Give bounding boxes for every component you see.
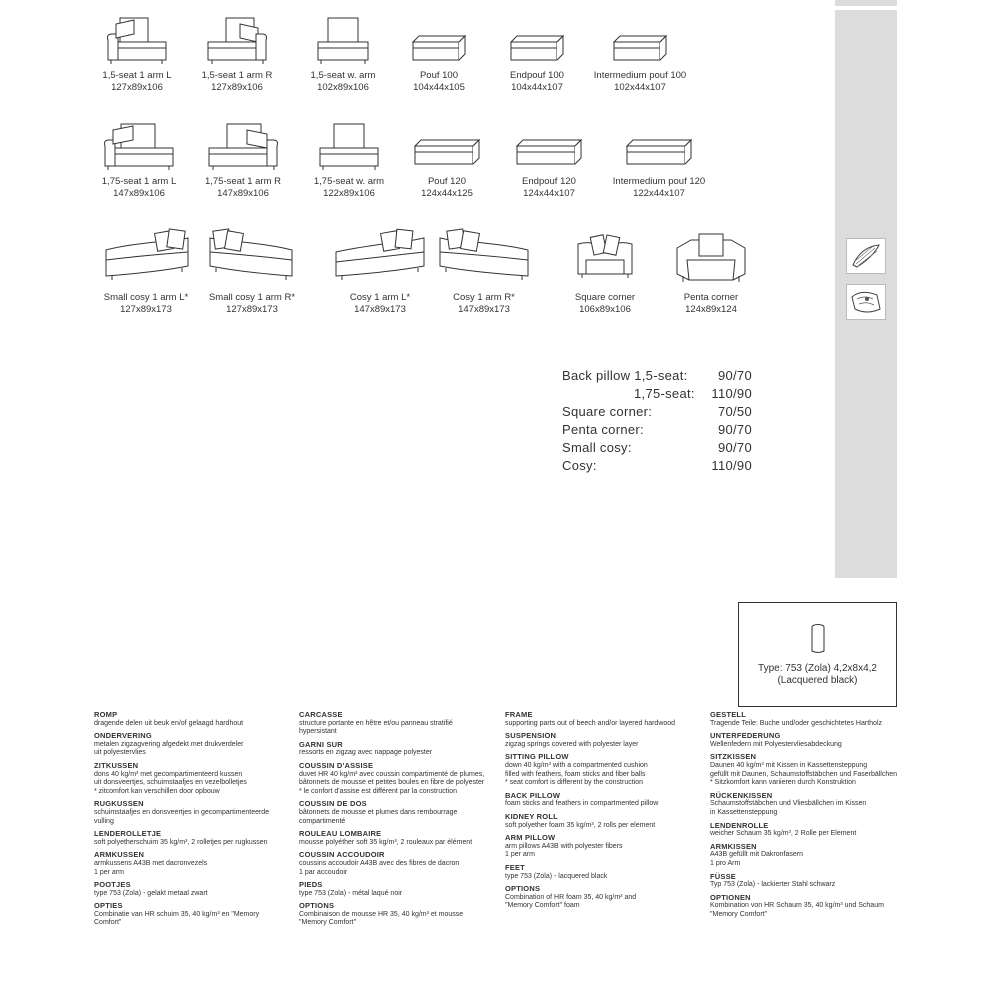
spec-heading: KIDNEY ROLL — [505, 811, 558, 821]
sidebar-top-bar — [835, 0, 897, 6]
product-label: 1,75-seat w. arm — [313, 176, 385, 187]
product-label: 1,75-seat 1 arm R — [204, 176, 282, 187]
spec-heading: UNTERFEDERUNG — [710, 731, 781, 741]
sofa-arm-right-icon — [202, 14, 272, 66]
spec-text: Kombination von HR Schaum 35, 40 kg/m³ und Schaum "Memory Comfort" — [710, 902, 884, 918]
product-small-cosy-arm-l — [96, 226, 196, 316]
spec-heading: FEET — [505, 862, 525, 872]
product-label: Intermedium pouf 120 — [612, 176, 706, 187]
product-small-cosy-arm-r — [202, 226, 302, 316]
spec-heading: PIEDS — [299, 880, 323, 890]
spec-heading: ZITKUSSEN — [94, 760, 139, 770]
spec-text: Typ 753 (Zola) - lackierter Stahl schwarz — [710, 881, 836, 889]
product-dims: 147x89x106 — [217, 188, 269, 199]
spec-text: armkussens A43B met dacronvezels 1 per arm — [94, 859, 208, 876]
square-corner-icon — [572, 230, 638, 288]
spec-column-de — [710, 711, 900, 919]
product-dims: 127x89x173 — [120, 304, 172, 315]
product-label: 1,5-seat w. arm — [310, 70, 376, 81]
product-dims: 147x89x173 — [354, 304, 406, 315]
product-1-75-seat-w-arm — [302, 120, 396, 200]
spec-text: zigzag springs covered with polyester layer — [505, 740, 639, 748]
spec-text: type 753 (Zola) - lacquered black — [505, 872, 608, 880]
spec-text: Daunen 40 kg/m³ mit Kissen in Kassettensteppung gefüllt mit Daunen, Schaumstoffstäbchen und Faserbällchen * Sitzkomfort kann variieren durch Konstruktion — [710, 761, 898, 787]
product-penta-corner — [666, 230, 756, 316]
spec-heading: OPTIONS — [505, 884, 541, 894]
product-label: Penta corner — [683, 292, 739, 303]
spec-text: Combinaison de mousse HR 35, 40 kg/m³ et mousse "Memory Comfort" — [299, 910, 464, 927]
spec-text: type 753 (Zola) - gelakt metaal zwart — [94, 889, 208, 897]
product-label: Endpouf 120 — [522, 176, 576, 187]
product-label: 1,5-seat 1 arm L — [102, 70, 172, 81]
spec-heading: COUSSIN D'ASSISE — [299, 760, 374, 770]
product-label: Endpouf 100 — [510, 70, 564, 81]
product-cosy-arm-r — [432, 226, 536, 316]
spec-text: structure portante en hêtre et/ou panneau stratifié hypersistant — [299, 719, 453, 736]
pouf-icon — [409, 32, 469, 66]
pillow-row — [562, 457, 752, 475]
pillow-row — [562, 439, 752, 457]
spec-heading: CARCASSE — [299, 710, 343, 719]
spec-heading: ONDERVERING — [94, 731, 152, 741]
pillow-label: 1,75-seat: — [634, 386, 695, 401]
product-dims: 127x89x106 — [211, 82, 263, 93]
product-label: Square corner — [574, 292, 636, 303]
sofa-arm-left-icon — [99, 120, 179, 172]
sofa-armless-icon — [308, 14, 378, 66]
pillow-value: 110/90 — [711, 386, 752, 401]
product-dims: 147x89x173 — [458, 304, 510, 315]
cosy-left-icon — [98, 226, 194, 288]
intermedium-pouf-icon — [610, 32, 670, 66]
spec-text: ressorts en zigzag avec nappage polyester — [299, 749, 433, 757]
product-dims: 104x44x105 — [413, 82, 465, 93]
spec-heading: ARMKUSSEN — [94, 850, 145, 860]
product-cosy-arm-l — [328, 226, 432, 316]
pillow-row — [562, 385, 752, 403]
pillow-value: 90/70 — [717, 422, 752, 437]
spec-text: down 40 kg/m³ with a compartmented cushion filled with feathers, foam sticks and fiber balls * seat comfort is different by the construction — [505, 761, 648, 787]
pillow-value: 110/90 — [711, 458, 752, 473]
pillow-label: Penta corner: — [562, 422, 644, 437]
spec-text: dons 40 kg/m³ met gecompartimenteerd kussen uit donsveertjes, schuimstaafjes en vezelbolletjes * zitcomfort kan verschillen door opbouw — [94, 770, 247, 795]
spec-heading: GESTELL — [710, 710, 746, 719]
product-dims: 102x44x107 — [614, 82, 666, 93]
cosy-left-icon — [330, 226, 430, 288]
product-endpouf-120 — [504, 136, 594, 200]
product-dims: 106x89x106 — [579, 304, 631, 315]
penta-corner-icon — [671, 230, 751, 288]
endpouf-icon — [507, 32, 567, 66]
spec-text: mousse polyéther soft 35 kg/m³, 2 rouleaux par élément — [299, 838, 473, 846]
spec-text: weicher Schaum 35 kg/m³, 2 Rolle per Element — [710, 830, 857, 838]
product-dims: 122x89x106 — [323, 188, 375, 199]
leather-swatch-icon[interactable] — [846, 284, 886, 320]
product-1-5-seat-arm-r — [192, 14, 282, 94]
product-1-75-seat-arm-l — [92, 120, 186, 200]
intermedium-pouf-icon — [623, 136, 695, 172]
product-label: Small cosy 1 arm R* — [208, 292, 296, 303]
product-dims: 104x44x107 — [511, 82, 563, 93]
spec-text: foam sticks and feathers in compartmented pillow — [505, 800, 659, 808]
spec-heading: RUGKUSSEN — [94, 799, 144, 809]
spec-column-en — [505, 711, 695, 911]
spec-text: schuimstaafjes en donsveertjes in gecompartimenteerde vulling — [94, 808, 270, 825]
pouf-icon — [411, 136, 483, 172]
spec-heading: LENDENROLLE — [710, 820, 769, 830]
product-endpouf-100 — [492, 32, 582, 94]
product-1-75-seat-arm-r — [196, 120, 290, 200]
product-label: Pouf 100 — [419, 70, 459, 81]
pillow-row — [562, 403, 752, 421]
spec-heading: RÜCKENKISSEN — [710, 790, 773, 800]
spec-column-nl — [94, 711, 284, 928]
pillow-label: Small cosy: — [562, 440, 632, 455]
product-1-5-seat-arm-l — [92, 14, 182, 94]
spec-text: dragende delen uit beuk en/of gelaagd hardhout — [94, 719, 244, 727]
pillow-value: 70/50 — [717, 404, 752, 419]
spec-text: soft polyether foam 35 kg/m³, 2 rolls per element — [505, 821, 656, 829]
fabric-swatch-icon[interactable] — [846, 238, 886, 274]
spec-heading: BACK PILLOW — [505, 790, 561, 800]
product-label: 1,5-seat 1 arm R — [201, 70, 273, 81]
spec-heading: OPTIES — [94, 901, 123, 911]
product-dims: 127x89x106 — [111, 82, 163, 93]
product-pouf-100 — [396, 32, 482, 94]
spec-heading: FRAME — [505, 710, 533, 719]
spec-text: Combination of HR foam 35, 40 kg/m³ and "Memory Comfort" foam — [505, 893, 637, 910]
spec-heading: GARNI SUR — [299, 739, 343, 749]
pillow-value: 90/70 — [717, 368, 752, 383]
product-dims: 102x89x106 — [317, 82, 369, 93]
cosy-right-icon — [434, 226, 534, 288]
spec-heading: SITZKISSEN — [710, 752, 757, 762]
product-intermedium-pouf-120 — [604, 136, 714, 200]
product-pouf-120 — [402, 136, 492, 200]
product-dims: 127x89x173 — [226, 304, 278, 315]
spec-text: Combinatie van HR schuim 35, 40 kg/m³ en "Memory Comfort" — [94, 910, 260, 927]
product-label: Cosy 1 arm R* — [453, 292, 515, 303]
feet-finish-line: (Lacquered black) — [777, 675, 858, 686]
spec-heading: ARM PILLOW — [505, 833, 556, 843]
cosy-right-icon — [204, 226, 300, 288]
product-label: Intermedium pouf 100 — [593, 70, 687, 81]
pillow-label: Cosy: — [562, 458, 597, 473]
product-1-5-seat-w-arm — [298, 14, 388, 94]
spec-heading: ROMP — [94, 710, 118, 719]
product-label: Cosy 1 arm L* — [349, 292, 411, 303]
spec-text: arm pillows A43B with polyester fibers 1 per arm — [505, 842, 623, 859]
product-dims: 122x44x107 — [633, 188, 685, 199]
sofa-arm-right-icon — [203, 120, 283, 172]
feet-type-line: Type: 753 (Zola) 4,2x8x4,2 — [758, 663, 877, 674]
product-label: 1,75-seat 1 arm L — [101, 176, 177, 187]
product-square-corner — [560, 230, 650, 316]
pillow-label: Back pillow 1,5-seat: — [562, 368, 688, 383]
spec-text: Wellenfedern mit Polyestervliesabdeckung — [710, 740, 842, 748]
product-dims: 124x44x107 — [523, 188, 575, 199]
spec-column-fr — [299, 711, 489, 928]
spec-text: duvet HR 40 kg/m³ avec coussin compartimenté de plumes, bâtonnets de mousse et petites boules en fibre de polyester * le confort d'assise est différent par la construction — [299, 770, 485, 795]
spec-text: bâtonnets de mousse et plumes dans rembourrage compartimenté — [299, 808, 458, 825]
spec-heading: ARMKISSEN — [710, 841, 757, 851]
pillow-row — [562, 421, 752, 439]
product-dims: 124x44x125 — [421, 188, 473, 199]
spec-heading: SUSPENSION — [505, 731, 557, 741]
back-pillow-table — [562, 367, 752, 475]
spec-text: A43B gefüllt mit Dakronfasern 1 pro Arm — [710, 851, 803, 867]
spec-text: type 753 (Zola) - métal laqué noir — [299, 889, 403, 897]
spec-heading: LENDEROLLETJE — [94, 829, 162, 839]
spec-text: metalen zigzagvering afgedekt met drukverdeler uit polyestervlies — [94, 740, 244, 757]
spec-text: soft polyetherschuim 35 kg/m³, 2 rolletjes per rugkussen — [94, 838, 268, 846]
sofa-armless-icon — [314, 120, 384, 172]
pillow-label: Square corner: — [562, 404, 653, 419]
pillow-row — [562, 367, 752, 385]
spec-heading: SITTING PILLOW — [505, 752, 569, 762]
endpouf-icon — [513, 136, 585, 172]
pillow-value: 90/70 — [717, 440, 752, 455]
spec-heading: COUSSIN ACCOUDOIR — [299, 850, 385, 860]
spec-heading: POOTJES — [94, 880, 131, 890]
spec-text: supporting parts out of beech and/or layered hardwood — [505, 719, 676, 727]
spec-text: coussins accoudoir A43B avec des fibres de dacron 1 par accoudoir — [299, 859, 460, 876]
foot-icon — [810, 623, 826, 655]
spec-heading: COUSSIN DE DOS — [299, 799, 367, 809]
spec-heading: FÜSSE — [710, 871, 737, 881]
product-label: Pouf 120 — [427, 176, 467, 187]
product-intermedium-pouf-100 — [588, 32, 692, 94]
spec-heading: ROULEAU LOMBAIRE — [299, 829, 382, 839]
spec-text: Tragende Teile: Buche und/oder geschichtetes Hartholz — [710, 719, 882, 727]
spec-text: Schaumstoffstäbchen und Vliesbällchen im Kissen in Kassettensteppung — [710, 800, 867, 816]
spec-heading: OPTIONEN — [710, 892, 751, 902]
product-label: Small cosy 1 arm L* — [103, 292, 189, 303]
spec-heading: OPTIONS — [299, 901, 335, 911]
sofa-arm-left-icon — [102, 14, 172, 66]
product-dims: 147x89x106 — [113, 188, 165, 199]
product-dims: 124x89x124 — [685, 304, 737, 315]
feet-type-box — [738, 602, 897, 707]
